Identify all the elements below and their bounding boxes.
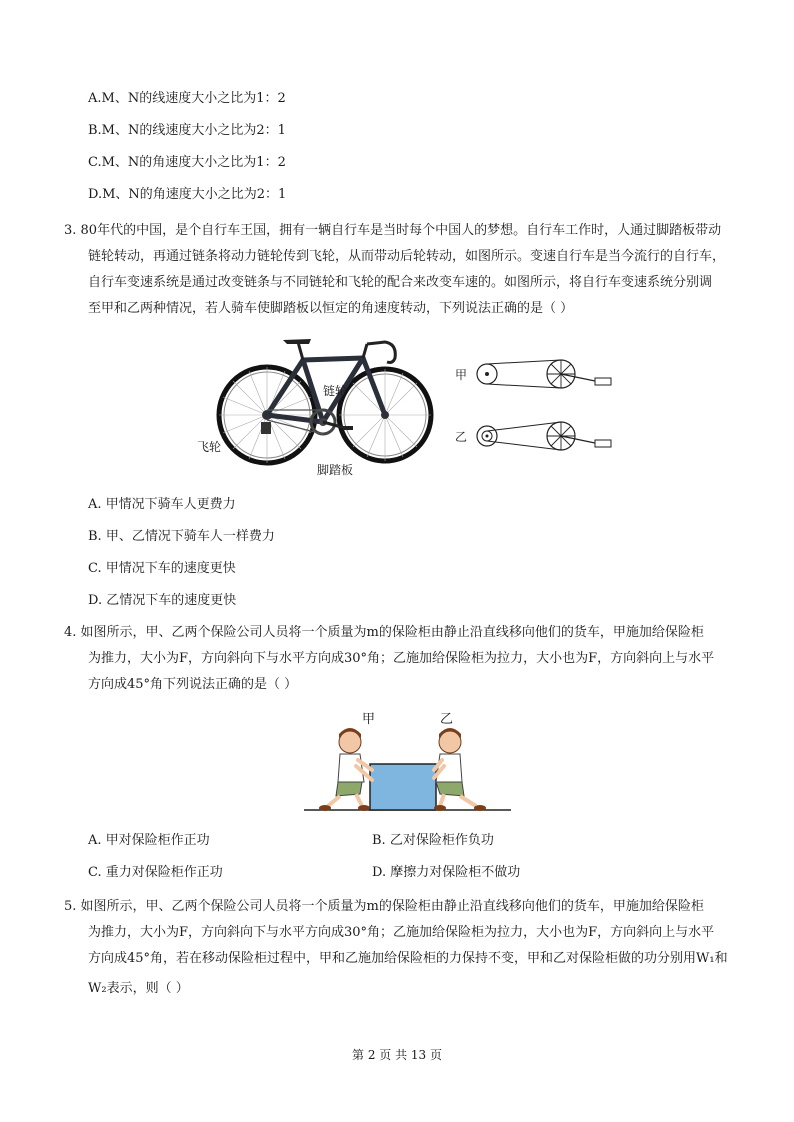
case-jia-label: 甲 <box>455 368 468 382</box>
bicycle-illustration <box>195 330 435 480</box>
q4-stem-line-2: 为推力，大小为F，方向斜向下与水平方向成30°角；乙施加给保险柜为拉力，大小也为F，方向斜向上与水平 <box>88 651 715 666</box>
q3-stem-line-4: 至甲和乙两种情况，若人骑车使脚踏板以恒定的角速度转动，下列说法正确的是（ ） <box>88 301 574 316</box>
q3-stem-line-2: 链轮转动，再通过链条将动力链轮传到飞轮，从而带动后轮转动，如图所示。变速自行车是当今流行的自行车， <box>88 249 726 264</box>
q3-option-d: D. 乙情况下车的速度更快 <box>88 593 237 608</box>
gear-diagram <box>455 352 625 462</box>
safe-box-illustration <box>300 708 515 814</box>
page-footer: 第 2 页 共 13 页 <box>352 1048 442 1062</box>
q3-stem-line-3: 自行车变速系统是通过改变链条与不同链轮和飞轮的配合来改变车速的。如图所示，将自行车变速系统分别调 <box>88 275 713 290</box>
person-yi-drawing <box>434 728 486 811</box>
q4-option-b: B. 乙对保险柜作负功 <box>372 833 494 848</box>
q4-option-c: C. 重力对保险柜作正功 <box>88 865 223 880</box>
q5-stem-line-2: 为推力，大小为F，方向斜向下与水平方向成30°角；乙施加给保险柜为拉力，大小也为F，方向斜向上与水平 <box>88 925 715 940</box>
q5-stem-line-1: 5. 如图所示，甲、乙两个保险公司人员将一个质量为m的保险柜由静止沿直线移向他们的货车，甲施加给保险柜 <box>64 899 704 914</box>
bicycle-figure <box>195 330 435 480</box>
q4-stem-line-3: 方向成45°角下列说法正确的是（ ） <box>88 677 298 692</box>
flywheel-label: 飞轮 <box>197 440 222 454</box>
person-jia-label: 甲 <box>362 712 376 727</box>
safe-box-figure <box>300 708 515 814</box>
q4-option-a: A. 甲对保险柜作正功 <box>88 833 210 848</box>
person-yi-label: 乙 <box>440 712 454 727</box>
gear-diagram-drawing <box>455 352 625 462</box>
q2-option-a: A.M、N的线速度大小之比为1：2 <box>88 91 286 106</box>
q5-stem-line-3: 方向成45°角，若在移动保险柜过程中，甲和乙施加给保险柜的力保持不变，甲和乙对保险柜做的功分别用W₁和 <box>88 951 728 966</box>
chainring-label: 链轮 <box>323 384 348 398</box>
q2-option-d: D.M、N的角速度大小之比为2：1 <box>88 187 287 202</box>
q5-stem-line-4: W₂表示，则（ ） <box>88 981 189 996</box>
person-jia-drawing <box>319 728 372 811</box>
q2-option-b: B.M、N的线速度大小之比为2：1 <box>88 123 286 138</box>
q2-option-c: C.M、N的角速度大小之比为1：2 <box>88 155 286 170</box>
q3-stem-line-1: 3. 80年代的中国，是个自行车王国，拥有一辆自行车是当时每个中国人的梦想。自行车工作时，人通过脚踏板带动 <box>64 223 722 238</box>
q3-option-a: A. 甲情况下骑车人更费力 <box>88 497 236 512</box>
q4-option-d: D. 摩擦力对保险柜不做功 <box>372 865 521 880</box>
case-yi-label: 乙 <box>455 430 468 444</box>
q4-stem-line-1: 4. 如图所示，甲、乙两个保险公司人员将一个质量为m的保险柜由静止沿直线移向他们的货车，甲施加给保险柜 <box>64 625 704 640</box>
pedal-label: 脚踏板 <box>317 463 354 477</box>
q3-option-b: B. 甲、乙情况下骑车人一样费力 <box>88 529 275 544</box>
q3-option-c: C. 甲情况下车的速度更快 <box>88 561 236 576</box>
